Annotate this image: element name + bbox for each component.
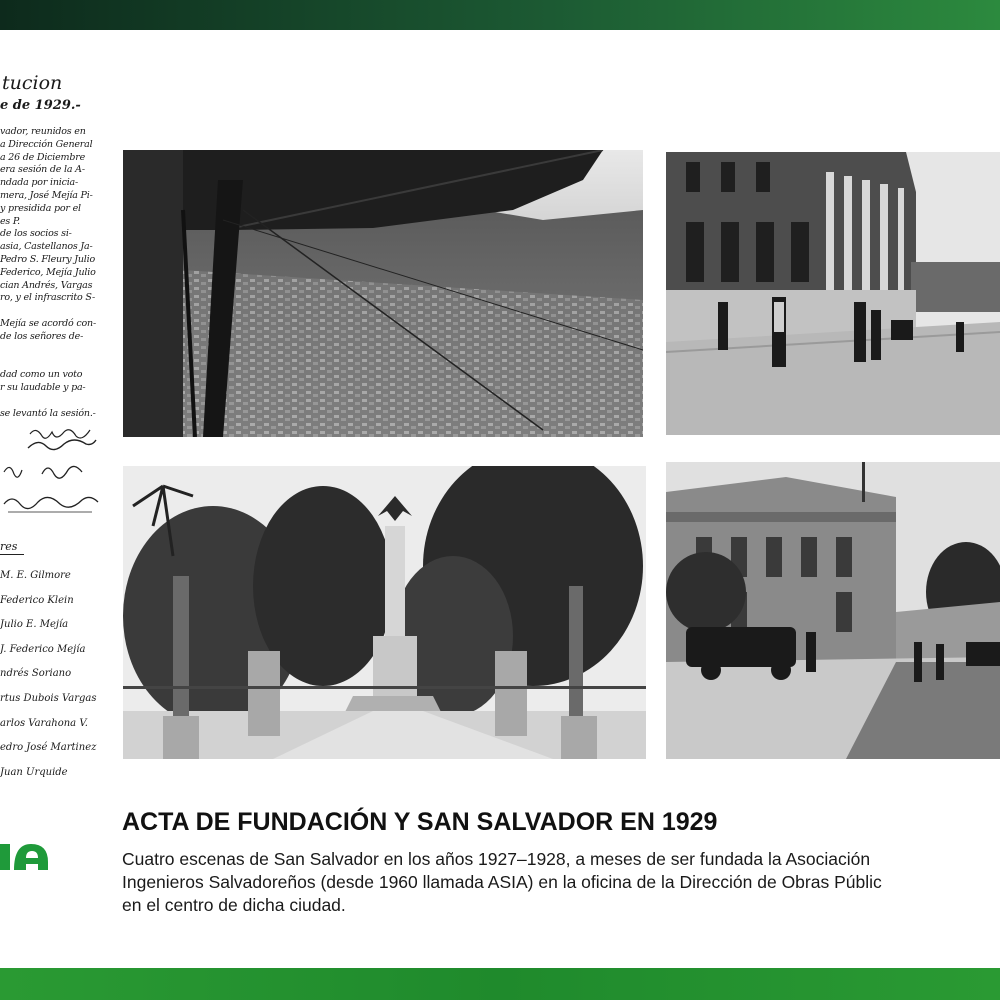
document-line: cian Andrés, Vargas bbox=[0, 279, 93, 291]
document-line: a Dirección General bbox=[0, 138, 93, 150]
document-line: ro, y el infrascrito S- bbox=[0, 292, 96, 304]
caption-line-1: Cuatro escenas de San Salvador en los años 1927–1928, a meses de ser fundada la Asociación bbox=[122, 849, 871, 869]
document-line: era sesión de la A- bbox=[0, 164, 85, 176]
document-line: Federico, Mejía Julio bbox=[0, 266, 96, 278]
caption-title: ACTA DE FUNDACIÓN Y SAN SALVADOR EN 1929 bbox=[122, 808, 718, 836]
document-line: ndada por inicia- bbox=[0, 177, 79, 189]
document-line: asia, Castellanos Ja- bbox=[0, 241, 93, 253]
signer-name: ndrés Soriano bbox=[0, 668, 72, 680]
document-line: a 26 de Diciembre bbox=[0, 151, 86, 163]
founding-act-document bbox=[0, 60, 110, 790]
signer-name: Federico Klein bbox=[0, 594, 74, 606]
document-line: dad como un voto bbox=[0, 369, 83, 381]
document-line: es P. bbox=[0, 215, 21, 227]
document-line: de los señores de- bbox=[0, 330, 84, 342]
aerial-view-photo bbox=[123, 150, 643, 437]
top-green-band bbox=[0, 0, 1000, 30]
bottom-green-band bbox=[0, 968, 1000, 1000]
document-line: se levantó la sesión.- bbox=[0, 407, 96, 419]
signer-name: Julio E. Mejía bbox=[0, 619, 69, 631]
signer-name: rtus Dubois Vargas bbox=[0, 693, 97, 704]
signers-heading: res bbox=[0, 540, 18, 553]
caption-line-2: Ingenieros Salvadoreños (desde 1960 llamada ASIA) en la oficina de la Dirección de Obras Públic bbox=[122, 872, 882, 892]
signer-name: edro José Martinez bbox=[0, 742, 97, 754]
document-line: mera, José Mejía Pi- bbox=[0, 190, 93, 201]
palace-street-photo bbox=[666, 152, 1000, 435]
document-line: de los socios si- bbox=[0, 228, 72, 240]
signer-name: arlos Varahona V. bbox=[0, 717, 88, 729]
signer-name: Juan Urquide bbox=[0, 766, 68, 778]
document-line: r su laudable y pa- bbox=[0, 382, 86, 393]
document-title: tucion bbox=[2, 72, 63, 94]
document-date: e de 1929.- bbox=[0, 98, 81, 113]
plaza-monument-photo bbox=[123, 466, 646, 759]
signer-name: J. Federico Mejía bbox=[0, 643, 86, 655]
signer-name: M. E. Gilmore bbox=[0, 570, 71, 581]
theater-street-photo bbox=[666, 462, 1000, 759]
asia-logo-fragment bbox=[0, 840, 48, 874]
caption-body bbox=[122, 848, 1000, 917]
signatures bbox=[2, 420, 102, 540]
caption-line-3: en el centro de dicha ciudad. bbox=[122, 895, 346, 915]
document-line: y presidida por el bbox=[0, 202, 81, 214]
document-line: vador, reunidos en bbox=[0, 126, 86, 137]
document-line: Pedro S. Fleury Julio bbox=[0, 254, 95, 265]
document-line: Mejía se acordó con- bbox=[0, 318, 96, 329]
